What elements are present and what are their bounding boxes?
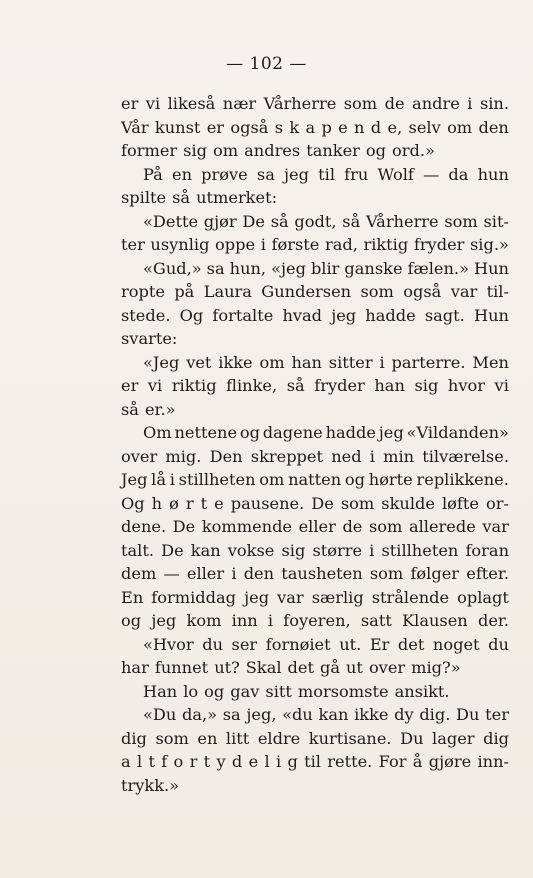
text-line: svarte:: [121, 329, 178, 348]
text-line: Og h ø r t e pausene. De som skulde løfte or-: [121, 493, 509, 513]
text-line: former sig om andres tanker og ord.»: [121, 141, 435, 160]
text-line: dem — eller i den tausheten som følger efter.: [121, 564, 509, 583]
text-line: spilte så utmerket:: [121, 188, 278, 207]
text-line: stede. Og fortalte hvad jeg hadde sagt. Hun: [121, 305, 509, 325]
body-text: [121, 92, 509, 797]
text-line: «Hvor du ser fornøiet ut. Er det noget du: [143, 634, 509, 654]
text-line: Han lo og gav sitt morsomste ansikt.: [143, 681, 450, 701]
text-line: er vi likeså nær Vårherre som de andre i sin.: [121, 94, 509, 113]
text-line: En formiddag jeg var særlig strålende oplagt: [121, 587, 509, 607]
text-line: så er.»: [121, 399, 176, 419]
page-number: — 102 —: [226, 54, 307, 74]
text-line: og jeg kom inn i foyeren, satt Klausen der.: [121, 611, 509, 630]
text-line: «Dette gjør De så godt, så Vårherre som sit-: [143, 211, 509, 231]
text-line: Jeg lå i stillheten om natten og hørte replikkene.: [121, 470, 509, 489]
text-line: ter usynlig oppe i første rad, riktig fryder sig.»: [121, 235, 509, 254]
text-line: trykk.»: [121, 775, 180, 795]
text-line: dig som en litt eldre kurtisane. Du lager dig: [121, 728, 509, 748]
text-line: dene. De kommende eller de som allerede var: [121, 517, 509, 536]
text-line: «Jeg vet ikke om han sitter i parterre. Men: [143, 352, 509, 372]
text-line: Om nettene og dagene hadde jeg «Vildanden»: [143, 423, 509, 442]
text-line: har funnet ut? Skal det gå ut over mig?»: [121, 658, 461, 677]
text-line: Vår kunst er også s k a p e n d e, selv om den: [121, 117, 509, 137]
text-line: a l t f o r t y d e l i g til rette. For å gjøre inn-: [121, 752, 509, 771]
text-line: ropte på Laura Gundersen som også var til-: [121, 282, 509, 301]
text-line: På en prøve sa jeg til fru Wolf — da hun: [143, 164, 509, 184]
text-line: over mig. Den skreppet ned i min tilværelse.: [121, 446, 509, 466]
text-line: talt. De kan vokse sig større i stillheten foran: [121, 540, 509, 560]
text-line: er vi riktig flinke, så fryder han sig hvor vi: [121, 376, 509, 395]
text-line: «Gud,» sa hun, «jeg blir ganske fælen.» Hun: [143, 258, 509, 278]
text-line: «Du da,» sa jeg, «du kan ikke dy dig. Du ter: [143, 705, 509, 724]
